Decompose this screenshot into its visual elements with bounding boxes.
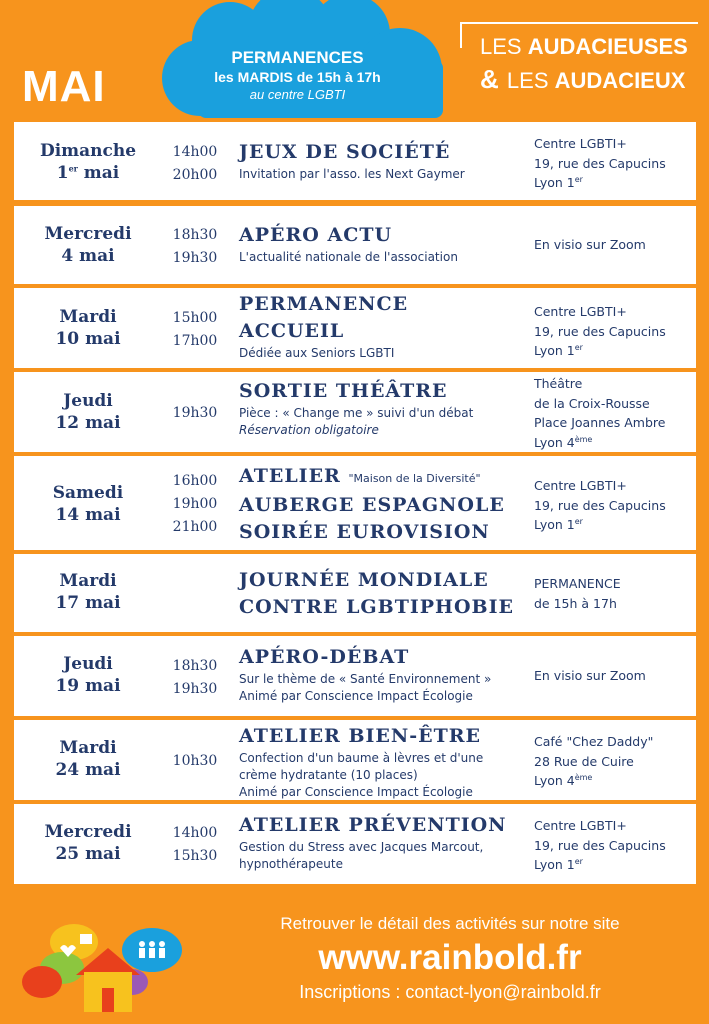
event-info <box>239 463 529 546</box>
event-description: Dédiée aux Seniors LGBTI <box>239 346 395 360</box>
event-date <box>14 390 162 434</box>
event-time: 21h00 <box>172 519 218 535</box>
event-time: 15h00 <box>172 310 218 326</box>
event-time: 19h30 <box>172 405 218 421</box>
event-time: 14h00 <box>172 144 218 160</box>
event-time: 14h00 <box>172 825 218 841</box>
place-line: Centre LGBTI+ <box>534 304 627 319</box>
event-description: Gestion du Stress avec Jacques Marcout, <box>239 840 484 854</box>
month-title: MAI <box>22 62 106 111</box>
event-title: ATELIER "Maison de la Diversité" <box>239 465 481 487</box>
event-info <box>239 723 529 801</box>
event-title: PERMANENCE <box>239 293 409 315</box>
event-times <box>162 224 228 270</box>
event-date <box>14 737 162 781</box>
event-time: 19h00 <box>172 496 218 512</box>
event-times <box>162 402 228 425</box>
event-time: 10h30 <box>172 753 218 769</box>
place-line: Centre LGBTI+ <box>534 136 627 151</box>
event-description: Animé par Conscience Impact Écologie <box>239 689 473 703</box>
brand-frame <box>460 22 462 48</box>
place-line: 19, rue des Capucins <box>534 323 666 339</box>
event-place <box>534 302 694 361</box>
event-date <box>14 306 162 350</box>
footer-website-intro: Retrouver le détail des activités sur notre site <box>280 914 620 933</box>
event-row <box>14 372 696 452</box>
brand-line-1 <box>480 34 688 60</box>
event-title-note: "Maison de la Diversité" <box>348 472 481 485</box>
event-day-number: 25 mai <box>55 844 121 864</box>
place-line: Place Joannes Ambre <box>534 415 666 430</box>
place-line: 28 Rue de Cuire <box>534 753 634 769</box>
event-times <box>162 470 228 539</box>
event-description: Sur le thème de « Santé Environnement » <box>239 672 492 686</box>
place-line: PERMANENCE <box>534 576 621 591</box>
event-day-number: 4 mai <box>61 246 115 266</box>
event-description: Confection d'un baume à lèvres et d'une <box>239 751 484 765</box>
event-times <box>162 655 228 701</box>
event-day: Mardi <box>59 738 117 758</box>
event-day-number: 14 mai <box>55 505 121 525</box>
place-line: Centre LGBTI+ <box>534 818 627 833</box>
event-date <box>14 223 162 267</box>
event-row <box>14 554 696 632</box>
event-description: Animé par Conscience Impact Écologie <box>239 785 473 799</box>
place-line: En visio sur Zoom <box>534 237 646 252</box>
event-info <box>239 222 529 266</box>
footer-contact[interactable]: Inscriptions : contact-lyon@rainbold.fr <box>299 982 601 1002</box>
event-times <box>162 141 228 187</box>
brand-audacieuses: AUDACIEUSES <box>527 34 688 59</box>
logo-cloud-red <box>22 966 62 998</box>
event-time: 18h30 <box>172 658 218 674</box>
event-day-number: 24 mai <box>55 760 121 780</box>
event-day-number: 17 mai <box>55 593 121 613</box>
event-place <box>534 574 694 613</box>
event-info <box>239 378 529 439</box>
brand-ampersand: & <box>480 64 499 94</box>
event-time: 17h00 <box>172 333 218 349</box>
permanences-schedule: les MARDIS de 15h à 17h <box>214 69 381 85</box>
event-title: JOURNÉE MONDIALE <box>239 569 489 591</box>
event-place <box>534 235 694 255</box>
place-line: Centre LGBTI+ <box>534 478 627 493</box>
event-time: 15h30 <box>172 848 218 864</box>
event-place <box>534 666 694 686</box>
event-row <box>14 456 696 550</box>
event-day: Mardi <box>59 307 117 327</box>
event-times <box>162 750 228 773</box>
event-row <box>14 288 696 368</box>
event-title: ATELIER PRÉVENTION <box>239 814 507 836</box>
event-description: crème hydratante (10 places) <box>239 768 418 782</box>
event-day: Mercredi <box>44 224 132 244</box>
event-date <box>14 140 162 184</box>
event-row <box>14 636 696 716</box>
event-day: Samedi <box>52 483 124 503</box>
event-day-number: 10 mai <box>55 329 121 349</box>
place-line: Théâtre <box>534 376 583 391</box>
logo-house-door <box>102 988 114 1012</box>
place-line: Lyon 4ème <box>534 772 593 788</box>
event-day-number: 12 mai <box>55 413 121 433</box>
event-title: CONTRE LGBTIPHOBIE <box>239 596 514 618</box>
event-day: Dimanche <box>39 141 137 161</box>
place-line: En visio sur Zoom <box>534 668 646 683</box>
event-times <box>162 822 228 868</box>
event-place <box>534 816 694 875</box>
event-description: hypnothérapeute <box>239 857 343 871</box>
event-place <box>534 732 694 791</box>
event-day: Mercredi <box>44 822 132 842</box>
footer-website-url[interactable]: www.rainbold.fr <box>318 938 582 977</box>
brand-audacieux: AUDACIEUX <box>554 68 686 93</box>
brand-line-2 <box>480 64 685 95</box>
place-line: 19, rue des Capucins <box>534 155 666 171</box>
event-info <box>239 812 529 873</box>
place-line: Café "Chez Daddy" <box>534 734 654 749</box>
brand-les: LES <box>506 68 549 93</box>
event-date <box>14 570 162 614</box>
event-info <box>239 139 529 183</box>
event-title: JEUX DE SOCIÉTÉ <box>239 141 451 163</box>
event-date <box>14 482 162 526</box>
event-time: 19h30 <box>172 681 218 697</box>
event-place <box>534 476 694 535</box>
event-title: SORTIE THÉÂTRE <box>239 380 448 402</box>
place-line: de 15h à 17h <box>534 595 617 611</box>
place-line: 19, rue des Capucins <box>534 497 666 513</box>
place-line: Lyon 1er <box>534 174 583 190</box>
event-title: APÉRO-DÉBAT <box>239 646 410 668</box>
event-description: Pièce : « Change me » suivi d'un débat <box>239 406 474 420</box>
brand-les: LES <box>480 34 522 59</box>
place-line: Lyon 4ème <box>534 434 593 450</box>
event-time: 20h00 <box>172 167 218 183</box>
event-date <box>14 821 162 865</box>
event-place <box>534 374 694 452</box>
event-row <box>14 720 696 800</box>
event-day-number: 19 mai <box>55 676 121 696</box>
event-row <box>14 206 696 284</box>
event-place <box>534 134 694 193</box>
place-line: Lyon 1er <box>534 516 583 532</box>
event-time: 18h30 <box>172 227 218 243</box>
event-times <box>162 307 228 353</box>
brand-logo <box>460 22 698 94</box>
permanences-title: PERMANENCES <box>231 48 364 67</box>
event-row <box>14 122 696 200</box>
event-day-number: 1er mai <box>56 163 120 183</box>
place-line: Lyon 1er <box>534 342 583 358</box>
event-time: 19h30 <box>172 250 218 266</box>
place-line: Lyon 1er <box>534 856 583 872</box>
event-time: 16h00 <box>172 473 218 489</box>
event-info <box>239 567 529 621</box>
brand-frame <box>460 22 698 24</box>
event-description: Invitation par l'asso. les Next Gaymer <box>239 167 465 181</box>
event-title: ATELIER BIEN-ÊTRE <box>239 725 482 747</box>
event-row <box>14 804 696 884</box>
event-day: Jeudi <box>63 391 113 411</box>
event-info <box>239 644 529 705</box>
event-title: APÉRO ACTU <box>239 224 393 246</box>
event-info <box>239 291 529 362</box>
permanences-place: au centre LGBTI <box>249 87 346 102</box>
event-description: L'actualité nationale de l'association <box>239 250 458 264</box>
permanences-info <box>160 48 435 104</box>
rainbold-logo <box>14 920 189 1015</box>
event-day: Jeudi <box>63 654 113 674</box>
event-title: SOIRÉE EUROVISION <box>239 521 490 543</box>
event-note: Réservation obligatoire <box>239 423 379 437</box>
event-title: ACCUEIL <box>239 320 345 342</box>
place-line: de la Croix-Rousse <box>534 395 650 411</box>
event-day: Mardi <box>59 571 117 591</box>
event-date <box>14 653 162 697</box>
event-title: AUBERGE ESPAGNOLE <box>239 494 505 516</box>
place-line: 19, rue des Capucins <box>534 837 666 853</box>
